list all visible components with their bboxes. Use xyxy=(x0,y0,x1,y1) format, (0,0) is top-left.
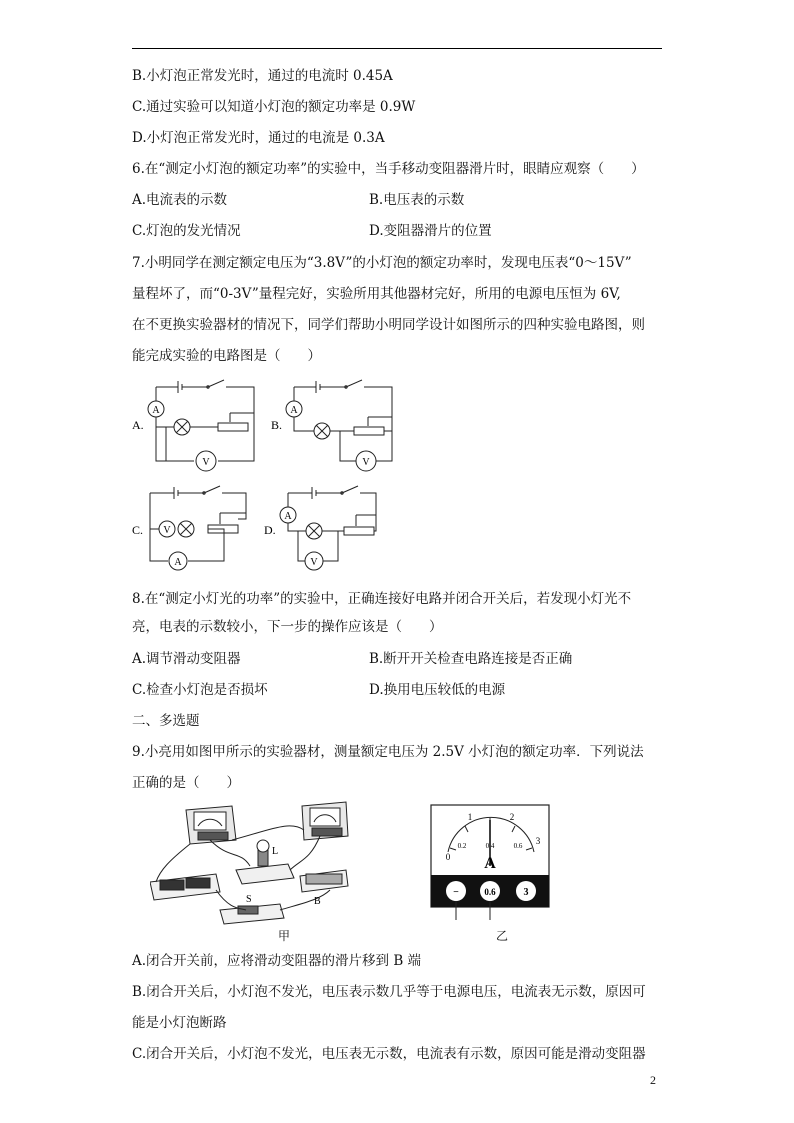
header-rule xyxy=(132,48,662,49)
page-number: 2 xyxy=(650,1073,656,1087)
q9-stem-line1: 9.小亮用如图甲所示的实验器材，测量额定电压为 2.5V 小灯泡的额定功率．下列说法 xyxy=(132,744,644,760)
q8-option-c: C.检查小灯泡是否损坏 xyxy=(132,682,268,698)
q9-stem-line2: 正确的是（ ） xyxy=(132,775,240,791)
q6-stem: 6.在“测定小灯泡的额定功率”的实验中，当手移动变阻器滑片时，眼睛应观察（ ） xyxy=(132,161,645,177)
scale-label-small: 0.2 xyxy=(457,842,467,850)
q9-option-c-line1: C.闭合开关后，小灯泡不发光，电压表无示数，电流表有示数，原因可能是滑动变阻器 xyxy=(132,1046,646,1062)
q5-option-b: B.小灯泡正常发光时，通过的电流时 0.45A xyxy=(132,68,393,84)
terminal-negative: − xyxy=(453,887,459,898)
q8-option-b: B.断开开关检查电路连接是否正确 xyxy=(369,651,573,667)
q6-option-a: A.电流表的示数 xyxy=(132,192,228,208)
figure-jia-label: 甲 xyxy=(278,929,291,943)
q6-option-b: B.电压表的示数 xyxy=(369,192,465,208)
scale-label: 2 xyxy=(509,812,515,822)
switch-label: S xyxy=(246,894,252,905)
ammeter-symbol: A xyxy=(290,405,298,416)
q6-option-d: D.变阻器滑片的位置 xyxy=(369,223,492,239)
meter-unit-label: A xyxy=(484,855,496,872)
ammeter-symbol: A xyxy=(152,405,160,416)
q8-stem-line1: 8.在“测定小灯光的功率”的实验中，正确连接好电路并闭合开关后，若发现小灯光不 xyxy=(132,591,632,607)
rheostat-end-label: B xyxy=(314,896,321,907)
terminal-0.6: 0.6 xyxy=(484,887,496,897)
figure-yi-label: 乙 xyxy=(496,929,509,943)
q9-ammeter-dial-figure xyxy=(430,804,552,924)
ammeter-symbol: A xyxy=(174,557,182,568)
q9-option-b-line2: 能是小灯泡断路 xyxy=(132,1015,227,1031)
scale-label: 1 xyxy=(467,812,473,822)
q7-stem-line1: 7.小明同学在测定额定电压为“3.8V”的小灯泡的额定功率时，发现电压表“0～15V” xyxy=(132,255,632,271)
q7-stem-line3: 在不更换实验器材的情况下，同学们帮助小明同学设计如图所示的四种实验电路图，则 xyxy=(132,317,645,333)
scale-label: 3 xyxy=(535,836,541,846)
scale-label-small: 0.6 xyxy=(513,842,523,850)
q9-option-a: A.闭合开关前，应将滑动变阻器的滑片移到 B 端 xyxy=(132,953,422,969)
terminal-3: 3 xyxy=(523,887,529,898)
voltmeter-symbol: V xyxy=(202,457,210,468)
q7-circuit-diagrams xyxy=(128,375,428,575)
voltmeter-symbol: V xyxy=(362,457,370,468)
circuit-c-label: C. xyxy=(132,523,144,537)
scale-label-small: 0.4 xyxy=(485,842,495,850)
q8-option-a: A.调节滑动变阻器 xyxy=(132,651,241,667)
q6-option-c: C.灯泡的发光情况 xyxy=(132,223,241,239)
q8-stem-line2: 亮，电表的示数较小，下一步的操作应该是（ ） xyxy=(132,619,443,635)
voltmeter-symbol: V xyxy=(163,525,171,536)
q5-option-d: D.小灯泡正常发光时，通过的电流是 0.3A xyxy=(132,130,385,146)
section-heading: 二、多选题 xyxy=(132,713,200,729)
voltmeter-symbol: V xyxy=(310,557,318,568)
circuit-b-label: B. xyxy=(271,418,283,432)
q7-stem-line4: 能完成实验的电路图是（ ） xyxy=(132,348,321,364)
circuit-d-label: D. xyxy=(264,523,276,537)
q8-option-d: D.换用电压较低的电源 xyxy=(369,682,506,698)
circuit-a-label: A. xyxy=(132,418,144,432)
q9-option-b-line1: B.闭合开关后，小灯泡不发光，电压表示数几乎等于电源电压，电流表无示数，原因可 xyxy=(132,984,646,1000)
scale-label: 0 xyxy=(445,852,451,862)
ammeter-symbol: A xyxy=(284,511,292,522)
lamp-label: L xyxy=(272,846,279,857)
q9-apparatus-figure xyxy=(150,800,350,930)
q5-option-c: C.通过实验可以知道小灯泡的额定功率是 0.9W xyxy=(132,99,416,115)
q7-stem-line2: 量程坏了，而“0-3V”量程完好，实验所用其他器材完好，所用的电源电压恒为 6V, xyxy=(132,286,621,302)
